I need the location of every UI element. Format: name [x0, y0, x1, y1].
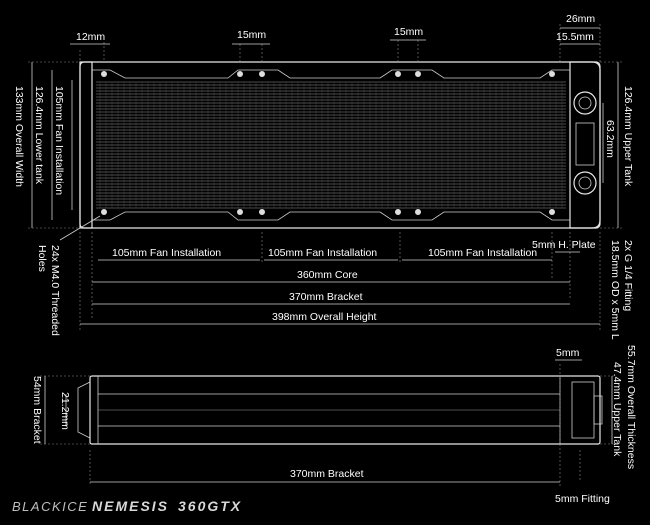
dim-63-2mm: 63.2mm	[604, 120, 616, 158]
side-fitting	[594, 396, 602, 424]
screw-hole	[237, 209, 243, 215]
brand-logo	[12, 498, 242, 514]
bottom-plate	[92, 212, 570, 220]
dim-bracket: 370mm Bracket	[289, 291, 363, 303]
fin-core	[96, 82, 566, 208]
screw-hole	[101, 71, 107, 77]
brand-nemesis: NEMESIS	[92, 498, 170, 514]
dim-fan-2: 105mm Fan Installation	[268, 247, 378, 259]
screw-hole	[415, 209, 421, 215]
dim-left-fan: 105mm Fan Installation	[53, 86, 65, 196]
dim-15mm-a: 15mm	[237, 29, 267, 41]
lower-tank	[80, 62, 92, 228]
fitting-port-bottom	[574, 172, 596, 194]
screw-hole	[395, 71, 401, 77]
tank-bracket	[576, 123, 594, 165]
dim-h-plate: 5mm H. Plate	[532, 239, 596, 251]
dim-fan-3: 105mm Fan Installation	[428, 247, 538, 259]
screw-hole	[549, 71, 555, 77]
brand-model: 360GTX	[178, 498, 243, 514]
screw-hole	[549, 209, 555, 215]
screw-hole	[237, 71, 243, 77]
dim-upper-tank: 126.4mm Upper Tank	[622, 86, 634, 187]
dim-holes-line1: 24x M4.0 Threaded	[49, 245, 61, 336]
fitting-port-top-inner	[579, 97, 591, 109]
dim-overall-thickness: 55.7mm Overall Thickness	[625, 345, 637, 470]
dim-fitting-line1: 2x G 1/4 Fitting	[622, 240, 634, 312]
dim-21-2mm: 21.2mm	[59, 392, 71, 430]
top-plate	[92, 70, 570, 78]
dim-core: 360mm Core	[297, 269, 358, 281]
fitting-port-top	[574, 92, 596, 114]
screw-hole	[101, 209, 107, 215]
dim-15mm-b: 15mm	[394, 26, 424, 38]
dim-holes-line2: Holes	[36, 245, 48, 272]
upper-tank	[570, 62, 600, 228]
screw-hole	[395, 209, 401, 215]
dim-overall-height: 398mm Overall Height	[272, 311, 377, 323]
dim-54mm-bracket: 54mm Bracket	[31, 376, 43, 444]
brand-blackice: BLACKICE	[12, 499, 89, 514]
dim-26mm: 26mm	[566, 13, 596, 25]
dim-side-bracket: 370mm Bracket	[290, 468, 364, 480]
dim-5mm: 5mm	[556, 347, 580, 359]
side-upper-tank	[572, 382, 594, 438]
dim-12mm: 12mm	[76, 31, 106, 43]
screw-hole	[259, 209, 265, 215]
side-bracket	[78, 382, 90, 438]
dim-fan-1: 105mm Fan Installation	[112, 247, 222, 259]
top-view	[80, 62, 600, 228]
dim-overall-width: 133mm Overall Width	[13, 86, 25, 187]
dim-lower-tank: 126.4mm Lower tank	[33, 86, 45, 185]
screw-hole	[415, 71, 421, 77]
dim-15-5mm: 15.5mm	[556, 31, 594, 43]
fitting-port-bottom-inner	[579, 177, 591, 189]
dim-fitting-line2: 18.5mm OD x 5mm L	[609, 240, 621, 340]
screw-hole	[259, 71, 265, 77]
top-dim-lines	[28, 24, 624, 330]
dim-5mm-fitting: 5mm Fitting	[555, 493, 610, 505]
dim-47-4mm-upper-tank: 47.4mm Upper Tank	[611, 362, 623, 457]
